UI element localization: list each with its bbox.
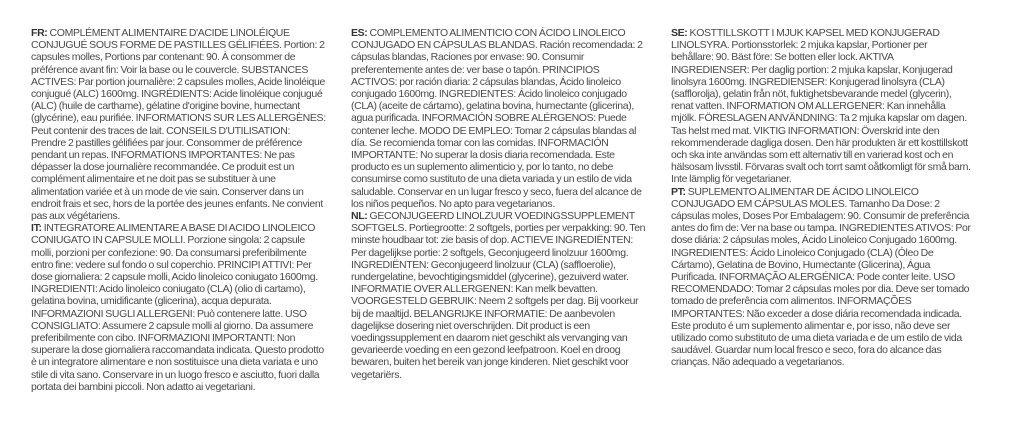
column-3 [671, 27, 971, 369]
label-text-it: INTEGRATORE ALIMENTARE A BASE DI ACIDO LINOLEICO CONIUGATO IN CAPSULE MOLLI. Porzione singola: 2 capsule molli, porzioni per confezione: 90. Da consumarsi preferibilmente entro fine: vedere sul fondo o sul coperchio. PRINCIPI ATTIVI: Per dose giornaliera: 2 capsule molli, Acido linoleico coniugato 1600mg. INGREDIENTI: Acido linoleico coniugato (CLA) (olio di cartamo), gelatina bovina, umidificante (glicerina), acqua depurata. INFORMAZIONI SUGLI ALLERGENI: Può contenere latte. USO CONSIGLIATO: Assumere 2 capsule molli al giorno. Da assumere preferibilmente con cibo. INFORMAZIONI IMPORTANTI: Non superare la dose giornaliera raccomandata indicata. Questo prodotto è un integratore alimentare e non sostituisce una dieta variata e uno stile di vita sano. Conservare in un luogo fresco e asciutto, fuori dalla portata dei bambini piccoli. Non adatto ai vegetariani. [31, 222, 324, 393]
label-block-se [671, 27, 971, 185]
language-code-it: IT: [31, 222, 42, 235]
label-block-it [31, 222, 324, 393]
label-block-es [351, 27, 643, 210]
column-2 [351, 27, 647, 381]
label-text-pt: SUPLEMENTO ALIMENTAR DE ÁCIDO LINOLEICO CONJUGADO EM CÁPSULAS MOLES. Tamanho Da Dose: 2 cápsulas moles, Doses Por Embalagem: 90. Consumir de preferência antes do fim de: Ver na base ou tampa. INGREDIENTES ATIVOS: Por dose diária: 2 cápsulas moles, Ácido Linoleico Conjugado 1600mg. INGREDIENTES: Ácido Linoleico Conjugado (CLA) (Óleo De Cártamo), Gelatina de Bovino, Humectante (Glicerina), Água Purificada. INFORMAÇÃO ALERGÉNICA: Pode conter leite. USO RECOMENDADO: Tomar 2 cápsulas moles por dia. Deve ser tomado tomado de preferência com alimentos. INFORMAÇÕES IMPORTANTES: Não exceder a dose diária recomendada indicada. Este produto é um suplemento alimentar e, por isso, não deve ser utilizado como substituto de uma dieta variada e de um estilo de vida saudável. Guardar num local fresco e seco, fora do alcance das crianças. Não adequado a vegetarianos. [671, 185, 971, 369]
language-code-pt: PT: [671, 185, 686, 198]
language-code-es: ES: [351, 27, 368, 39]
label-text-es: COMPLEMENTO ALIMENTICIO CON ÁCIDO LINOLEICO CONJUGADO EN CÁPSULAS BLANDAS. Ración recomendada: 2 cápsulas blandas, Raciones por envase: 90. Consumir preferentemente antes de: ver base o tapón. PRINCIPIOS ACTIVOS: por ración diaria: 2 cápsulas blandas, Ácido linoleico conjugado 1600mg. INGREDIENTES: Ácido linoleico conjugado (CLA) (aceite de cártamo), gelatina bovina, humectante (glicerina), agua purificada. INFORMACIÓN SOBRE ALÉRGENOS: Puede contener leche. MODO DE EMPLEO: Tomar 2 cápsulas blandas al día. Se recomienda tomar con las comidas. INFORMACIÓN IMPORTANTE: No superar la dosis diaria recomendada. Este producto es un suplemento alimenticio y, por lo tanto, no debe consumirse como sustituto de una dieta variada y un estilo de vida saludable. Conservar en un lugar fresco y seco, fuera del alcance de los niños pequeños. No apto para vegetarianos. [351, 27, 643, 210]
language-code-fr: FR: [31, 27, 48, 39]
label-block-nl [351, 210, 645, 381]
language-code-nl: NL: [351, 210, 368, 223]
language-code-se: SE: [671, 27, 688, 39]
label-block-fr [31, 27, 326, 222]
label-block-pt [671, 186, 971, 369]
label-text-nl: GECONJUGEERD LINOLZUUR VOEDINGSSUPPLEMENT SOFTGELS. Portiegrootte: 2 softgels, porties per verpakking: 90. Ten minste houdbaar tot: zie basis of dop. ACTIEVE INGREDIËNTEN: Per dagelijkse portie: 2 softgels, Geconjugeerd linolzuur 1600mg. INGREDIËNTEN: Geconjugeerd linolzuur (CLA) (saffloerolie), rundergelatine, bevochtigingsmiddel (glycerine), gezuiverd water. INFORMATIE OVER ALLERGENEN: Kan melk bevatten. VOORGESTELD GEBRUIK: Neem 2 softgels per dag. Bij voorkeur bij de maaltijd. BELANGRIJKE INFORMATIE: De aanbevolen dagelijkse dosering niet overschrijden. Dit product is een voedingssupplement en daarom niet geschikt als vervanging van gevarieerde voeding en een gezond leefpatroon. Koel en droog bewaren, buiten het bereik van jonge kinderen. Niet geschikt voor vegetariërs. [351, 210, 646, 381]
label-text-se: KOSTTILLSKOTT I MJUK KAPSEL MED KONJUGERAD LINOLSYRA. Portionsstorlek: 2 mjuka kapslar, Portioner per behållare: 90. Bäst före: Se botten eller lock. AKTIVA INGREDIENSER: Per daglig portion: 2 mjuka kapslar, Konjugerad linolsyra 1600mg. INGREDIENSER: Konjugerad linolsyra (CLA) (safflorolja), gelatin från nöt, fuktighetsbevarande medel (glycerin), renat vatten. INFORMATION OM ALLERGENER: Kan innehålla mjölk. FÖRESLAGEN ANVÄNDNING: Ta 2 mjuka kapslar om dagen. Tas helst med mat. VIKTIG INFORMATION: Överskrid inte den rekommenderade dagliga dosen. Den här produkten är ett kosttillskott och ska inte användas som ett alternativ till en varierad kost och en hälsosam livsstil. Förvaras svalt och torrt samt oåtkomligt för små barn. Inte lämplig för vegetarianer. [671, 27, 971, 186]
column-1 [31, 27, 327, 393]
label-text-fr: COMPLÉMENT ALIMENTAIRE D'ACIDE LINOLÉIQUE CONJUGUÉ SOUS FORME DE PASTILLES GÉLIFIÉES. Portion: 2 capsules molles, Portions par contenant: 90. À consommer de préférence avant fin: Voir la base ou le couvercle. SUBSTANCES ACTIVES: Par portion journalière: 2 capsules molles, Acide linoléique conjugué (ALC) 1600mg. INGRÉDIENTS: Acide linoléique conjugué (ALC) (huile de carthame), gélatine d'origine bovine, humectant (glycérine), eau purifiée. INFORMATIONS SUR LES ALLERGÈNES: Peut contenir des traces de lait. CONSEILS D'UTILISATION: Prendre 2 pastilles gélifiées par jour. Consommer de préférence pendant un repas. INFORMATIONS IMPORTANTES: Ne pas dépasser la dose journalière recommandée. Ce produit est un complément alimentaire et ne doit pas se substituer à une alimentation variée et à un mode de vie sain. Conserver dans un endroit frais et sec, hors de la portée des jeunes enfants. Ne convient pas aux végétariens. [31, 27, 326, 223]
